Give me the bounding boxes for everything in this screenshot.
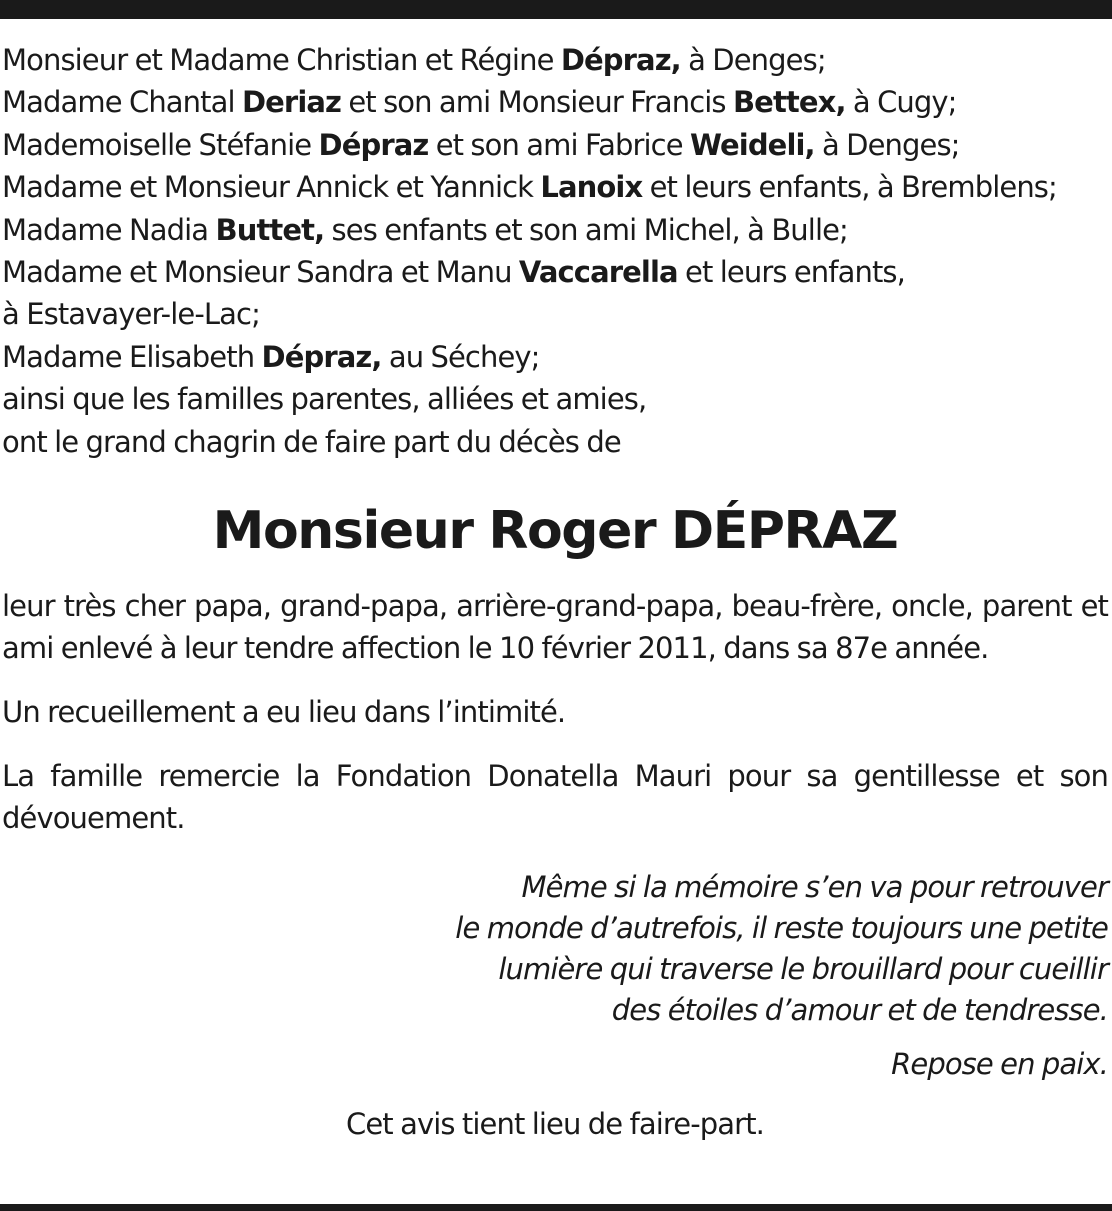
bottom-rule [0,1204,1112,1211]
family-list [2,39,1108,463]
family-surname: Weideli, [689,127,815,162]
poem-line: des étoiles d’amour et de tendresse. [611,993,1108,1028]
obituary-notice [2,39,1108,1145]
family-surname: Dépraz [318,127,429,162]
thanks-paragraph: La famille remercie la Fondation Donatella Mauri pour sa gentillesse et son dévouement. [2,759,1108,836]
poem [2,867,1108,1031]
rest-in-peace: Repose en paix. [891,1047,1108,1082]
announcement-paragraph: leur très cher papa, grand-papa, arrière-grand-papa, beau-frère, oncle, parent et ami enlevé à leur tendre affection le 10 février 2011, dans sa 87e année. [2,589,1108,666]
footer-note: Cet avis tient lieu de faire-part. [346,1107,764,1142]
family-line: Madame Nadia Buttet, ses enfants et son ami Michel, à Bulle; [2,212,848,247]
family-line: Madame Chantal Deriaz et son ami Monsieur Francis Bettex, à Cugy; [2,85,957,120]
top-rule [0,0,1112,19]
family-line: ainsi que les familles parentes, alliées et amies, [2,382,647,417]
family-surname: Dépraz, [560,43,681,77]
deceased-name: Monsieur Roger DÉPRAZ [212,501,898,562]
family-surname: Buttet, [215,212,325,247]
family-surname: Deriaz [241,85,342,120]
family-line: ont le grand chagrin de faire part du décès de [2,424,621,459]
poem-line: lumière qui traverse le brouillard pour cueillir [498,952,1108,987]
family-surname: Vaccarella [518,255,678,290]
family-line: Madame et Monsieur Annick et Yannick Lanoix et leurs enfants, à Bremblens; [2,170,1057,205]
family-surname: Bettex, [732,85,846,120]
family-surname: Dépraz, [261,339,382,374]
family-line: Monsieur et Madame Christian et Régine Dépraz, à Denges; [2,43,826,77]
ceremony-paragraph: Un recueillement a eu lieu dans l’intimité. [2,695,566,730]
family-surname: Lanoix [540,170,643,205]
poem-line: le monde d’autrefois, il reste toujours une petite [455,911,1108,946]
family-line: à Estavayer-le-Lac; [2,297,260,332]
poem-line: Même si la mémoire s’en va pour retrouver [521,870,1108,905]
family-line: Madame Elisabeth Dépraz, au Séchey; [2,339,540,374]
family-line: Mademoiselle Stéfanie Dépraz et son ami Fabrice Weideli, à Denges; [2,127,960,162]
family-line: Madame et Monsieur Sandra et Manu Vaccarella et leurs enfants, [2,255,905,290]
